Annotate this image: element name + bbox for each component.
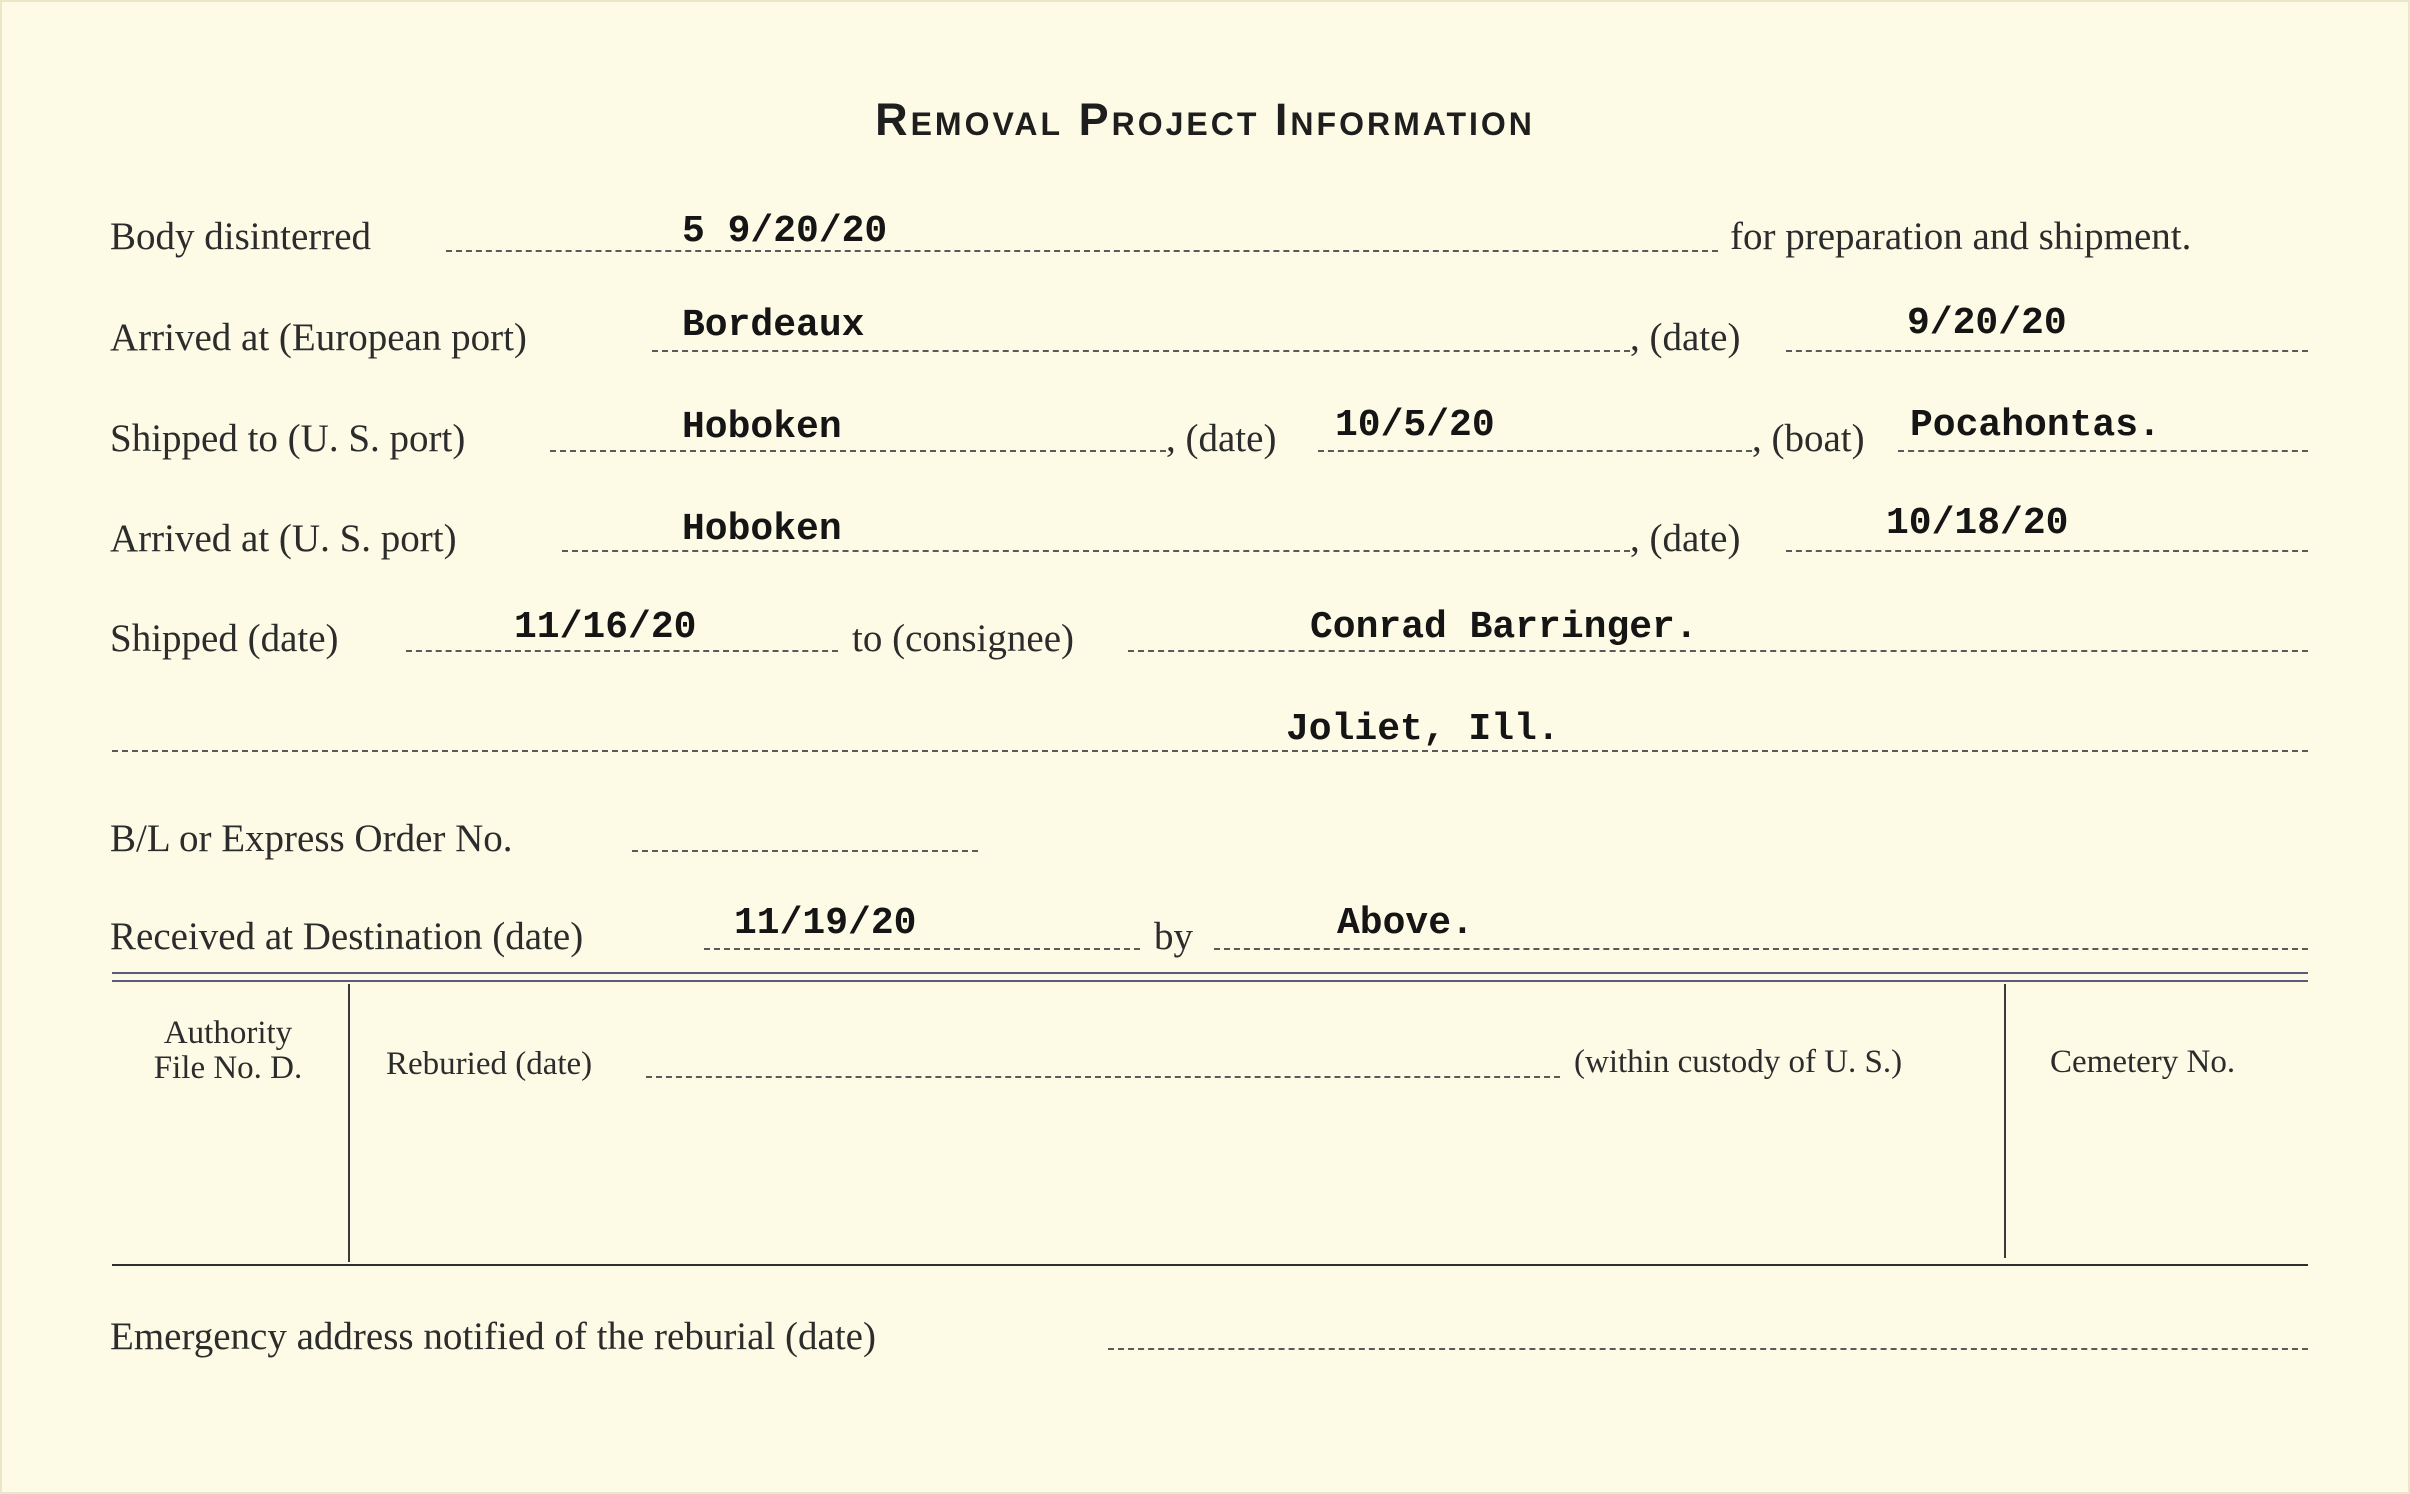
received-by-value: Above. [1337, 902, 1474, 945]
arrived-european-label: Arrived at (European port) [110, 316, 527, 359]
shipped-date-value: 11/16/20 [514, 606, 697, 649]
form-title: Removal Project Information [875, 94, 1535, 145]
consignee-label: to (consignee) [852, 617, 1075, 660]
received-line [704, 948, 1140, 950]
reburied-label: Reburied (date) [386, 1046, 593, 1082]
table-divider-right [2004, 984, 2006, 1258]
shipped-us-value: Hoboken [682, 406, 842, 449]
received-value: 11/19/20 [734, 902, 917, 945]
arrived-european-value: Bordeaux [682, 304, 865, 347]
table-divider-left [348, 984, 350, 1262]
arrived-us-date-label: , (date) [1630, 517, 1741, 560]
received-by-label: by [1154, 915, 1193, 958]
arrived-european-date: 9/20/20 [1907, 302, 2067, 345]
arrived-us-date-line [1786, 550, 2308, 552]
arrived-us-date: 10/18/20 [1886, 502, 2069, 545]
table-top-rule-double [112, 980, 2308, 982]
bl-order-label: B/L or Express Order No. [110, 817, 513, 860]
shipped-date-label: Shipped (date) [110, 617, 339, 660]
consignee-value: Conrad Barringer. [1310, 606, 1698, 649]
body-disinterred-line [446, 250, 1718, 252]
consignee-address: Joliet, Ill. [1286, 708, 1560, 751]
custody-label: (within custody of U. S.) [1574, 1044, 1903, 1080]
arrived-us-label: Arrived at (U. S. port) [110, 517, 457, 560]
body-disinterred-value: 5 9/20/20 [682, 210, 888, 253]
bl-order-line [632, 850, 978, 852]
shipped-us-label: Shipped to (U. S. port) [110, 417, 466, 460]
arrived-european-line [652, 350, 1630, 352]
arrived-us-value: Hoboken [682, 508, 842, 551]
arrived-european-date-line [1786, 350, 2308, 352]
shipped-date-line [406, 650, 838, 652]
shipped-us-date-label: , (date) [1166, 417, 1277, 460]
table-top-rule [112, 972, 2308, 974]
body-disinterred-suffix: for preparation and shipment. [1730, 215, 2192, 258]
shipped-us-date-line [1318, 450, 1752, 452]
received-by-line [1214, 948, 2308, 950]
arrived-european-date-label: , (date) [1630, 316, 1741, 359]
shipped-us-line [550, 450, 1166, 452]
consignee-line [1128, 650, 2308, 652]
authority-file-label [114, 1016, 342, 1085]
body-disinterred-label: Body disinterred [110, 215, 372, 258]
cemetery-no-label: Cemetery No. [2050, 1044, 2236, 1080]
file-no-label: File No. D. [153, 1049, 303, 1086]
reburied-line [646, 1076, 1560, 1078]
shipped-us-date: 10/5/20 [1335, 404, 1495, 447]
received-label: Received at Destination (date) [110, 915, 584, 958]
emergency-line [1108, 1348, 2308, 1350]
authority-label: Authority [163, 1015, 293, 1051]
emergency-label: Emergency address notified of the reburial (date) [110, 1315, 876, 1358]
table-bottom-rule [112, 1264, 2308, 1266]
shipped-us-boat: Pocahontas. [1910, 404, 2161, 447]
consignee-address-line [112, 750, 2308, 752]
shipped-us-boat-label: , (boat) [1752, 417, 1865, 460]
shipped-us-boat-line [1898, 450, 2308, 452]
